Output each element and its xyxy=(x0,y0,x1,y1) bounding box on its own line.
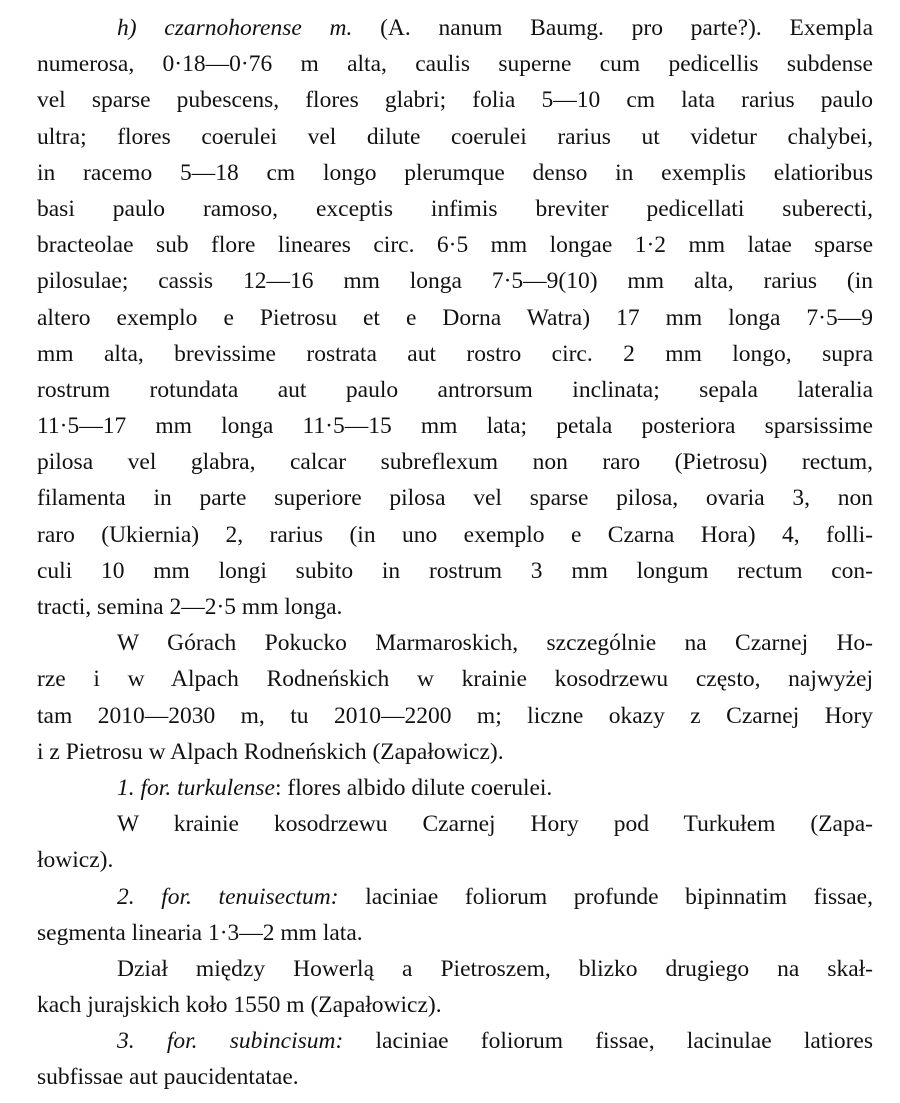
italic-taxon-name: 1. for. turkulense xyxy=(117,774,275,801)
text-line xyxy=(37,951,873,987)
text-segment: pilosulae; cassis 12—16 mm longa 7·5—9(10) mm alta, rarius (in xyxy=(37,268,873,295)
text-line xyxy=(37,263,873,299)
text-segment: segmenta linearia 1·3—2 mm lata. xyxy=(37,919,363,946)
text-segment: in racemo 5—18 cm longo plerumque denso in exemplis elatioribus xyxy=(37,159,873,186)
text-line xyxy=(37,155,873,191)
document-page xyxy=(37,10,873,1096)
text-segment: bracteolae sub flore lineares circ. 6·5 mm longae 1·2 mm latae sparse xyxy=(37,232,873,259)
text-line xyxy=(37,553,873,589)
text-segment: basi paulo ramoso, exceptis infimis breviter pedicellati suberecti, xyxy=(37,195,873,222)
italic-taxon-name: 3. for. subincisum: xyxy=(117,1028,344,1055)
text-line xyxy=(37,300,873,336)
text-segment: vel sparse pubescens, flores glabri; folia 5—10 cm lata rarius paulo xyxy=(37,87,873,114)
text-segment: : flores albido dilute coerulei. xyxy=(274,774,553,801)
text-line xyxy=(37,698,873,734)
text-line xyxy=(37,1023,873,1059)
text-segment: Dział między Howerlą a Pietroszem, blizko drugiego na skał- xyxy=(117,955,873,982)
text-segment: pilosa vel glabra, calcar subreflexum non raro (Pietrosu) rectum, xyxy=(37,449,873,476)
text-line xyxy=(37,879,873,915)
text-segment: tracti, semina 2—2·5 mm longa. xyxy=(37,594,343,620)
text-line xyxy=(37,915,873,951)
text-line xyxy=(37,625,873,661)
text-line xyxy=(37,842,873,878)
text-line xyxy=(37,1059,873,1095)
text-segment: rze i w Alpach Rodneńskich w krainie kosodrzewu często, najwyżej xyxy=(37,666,873,693)
text-segment: rostrum rotundata aut paulo antrorsum inclinata; sepala lateralia xyxy=(37,376,873,403)
text-segment: W Górach Pokucko Marmaroskich, szczególnie na Czarnej Ho- xyxy=(117,630,873,657)
text-line xyxy=(37,372,873,408)
text-line xyxy=(37,444,873,480)
text-segment: mm alta, brevissime rostrata aut rostro circ. 2 mm longo, supra xyxy=(37,340,873,367)
text-segment: numerosa, 0·18—0·76 m alta, caulis superne cum pedicellis subdense xyxy=(37,51,873,78)
text-segment: filamenta in parte superiore pilosa vel sparse pilosa, ovaria 3, non xyxy=(37,485,873,512)
text-line xyxy=(37,661,873,697)
text-segment: laciniae foliorum profunde bipinnatim fissae, xyxy=(338,883,873,910)
text-segment: raro (Ukiernia) 2, rarius (in uno exemplo e Czarna Hora) 4, folli- xyxy=(37,521,873,548)
text-line xyxy=(37,10,873,46)
text-segment: subfissae aut paucidentatae. xyxy=(37,1064,299,1091)
text-segment: i z Pietrosu w Alpach Rodneńskich (Zapałowicz). xyxy=(37,738,504,765)
text-line xyxy=(37,480,873,516)
text-segment: tam 2010—2030 m, tu 2010—2200 m; liczne okazy z Czarnej Hory xyxy=(37,702,873,729)
text-line xyxy=(37,987,873,1023)
text-segment: (A. nanum Baumg. pro parte?). Exempla xyxy=(352,15,873,41)
text-line xyxy=(37,589,873,625)
text-segment: kach jurajskich koło 1550 m (Zapałowicz). xyxy=(37,992,442,1019)
text-line xyxy=(37,82,873,118)
text-segment: culi 10 mm longi subito in rostrum 3 mm longum rectum con- xyxy=(37,557,873,584)
text-line xyxy=(37,734,873,770)
text-segment: 11·5—17 mm longa 11·5—15 mm lata; petala posteriora sparsissime xyxy=(37,413,873,440)
text-line xyxy=(37,770,873,806)
text-line xyxy=(37,227,873,263)
text-segment: altero exemplo e Pietrosu et e Dorna Watra) 17 mm longa 7·5—9 xyxy=(37,304,873,331)
text-line xyxy=(37,408,873,444)
italic-taxon-name: h) czarnohorense m. xyxy=(117,15,353,41)
text-segment: ultra; flores coerulei vel dilute coerulei rarius ut videtur chalybei, xyxy=(37,123,873,150)
text-line xyxy=(37,119,873,155)
text-line xyxy=(37,336,873,372)
text-segment: łowicz). xyxy=(37,847,114,874)
text-segment: laciniae foliorum fissae, lacinulae latiores xyxy=(343,1028,873,1055)
text-segment: W krainie kosodrzewu Czarnej Hory pod Turkułem (Zapa- xyxy=(117,811,873,838)
text-line xyxy=(37,517,873,553)
italic-taxon-name: 2. for. tenuisectum: xyxy=(117,883,339,910)
text-line xyxy=(37,806,873,842)
text-line xyxy=(37,46,873,82)
text-line xyxy=(37,191,873,227)
